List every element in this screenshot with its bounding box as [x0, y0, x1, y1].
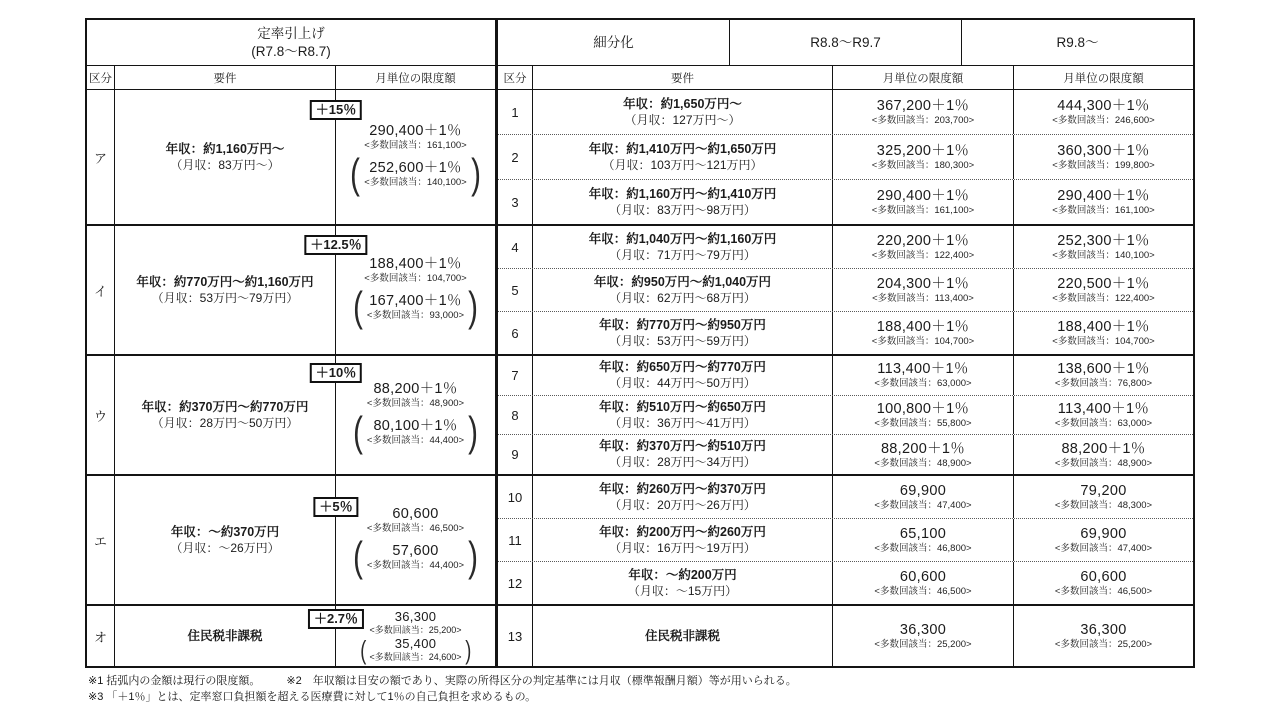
limit-cell-period1: 367,200＋1％ <多数回該当：203,700>: [833, 90, 1014, 134]
limit-tables: [85, 18, 1195, 668]
limit-cell-period2: 60,600 <多数回該当：46,500>: [1054, 569, 1153, 598]
group-row-u: [87, 356, 495, 476]
row-number: 12: [498, 562, 533, 604]
row-number: 11: [498, 519, 533, 561]
limit-cell-period2: 69,900 <多数回該当：47,400>: [1054, 526, 1153, 555]
group-row-a: [87, 90, 495, 226]
table-row: [498, 226, 1193, 269]
increase-rate-badge: ＋15％: [310, 100, 362, 120]
period2-header: R9.8～: [1056, 34, 1099, 50]
requirement-cell: 住民税非課税: [533, 606, 833, 666]
current-limit-bracket: ( 80,100＋1％ <多数回該当：44,400> ): [351, 414, 480, 450]
limit-cell-period2: 138,600＋1％ <多数回該当：76,800>: [1054, 361, 1153, 390]
requirement-cell: 住民税非課税: [115, 606, 336, 666]
footnote-3: ※3 「＋1％」とは、定率窓口負担額を超える医療費に対して1％の自己負担を求めるもの。: [88, 690, 537, 703]
col-header-yoken: 要件: [533, 66, 833, 89]
table-row: [498, 312, 1193, 354]
row-group-10-12: [498, 476, 1193, 606]
table-row: [498, 269, 1193, 312]
requirement-cell: 年収：約1,160万円～ （月収：83万円～）: [115, 90, 336, 224]
limit-cell-period1: 220,200＋1％ <多数回該当：122,400>: [833, 226, 1014, 268]
limit-cell-period2: 113,400＋1％ <多数回該当：63,000>: [1054, 401, 1153, 430]
subdivision-column-headers: [498, 66, 1193, 90]
limit-cell-period2: 79,200 <多数回該当：48,300>: [1054, 483, 1153, 512]
fee-increase-table: [85, 18, 497, 668]
row-group-4-6: [498, 226, 1193, 356]
increase-rate-badge: ＋2.7％: [308, 609, 364, 629]
table-row: [498, 396, 1193, 436]
table-row: [498, 606, 1193, 666]
requirement-cell: 年収：約1,650万円～ （月収：127万円～）: [533, 90, 833, 134]
subdivision-table-body: [498, 90, 1193, 666]
current-limit-bracket: ( 57,600 <多数回該当：44,400> ): [351, 539, 480, 575]
increase-rate-badge: ＋12.5％: [304, 235, 367, 255]
table-row: [498, 180, 1193, 224]
requirement-cell: 年収：約1,410万円～約1,650万円 （月収：103万円～121万円）: [533, 135, 833, 179]
limit-cell-period1: 69,900 <多数回該当：47,400>: [833, 476, 1014, 518]
title-line1: 定率引上げ: [257, 25, 325, 41]
subdivision-table: [495, 18, 1195, 668]
limit-cell-period2: 220,500＋1％ <多数回該当：122,400>: [1052, 276, 1155, 305]
fee-increase-table-header: [87, 20, 495, 66]
limit-cell: ＋2.7％ 36,300 <多数回該当：25,200> ( 35,400 <多数回該当：24,600> ): [336, 606, 495, 666]
footnotes: [88, 674, 1188, 706]
row-number: 1: [498, 90, 533, 134]
subdivision-table-header: [498, 20, 1193, 66]
col-header-gendogaku2: 月単位の限度額: [1063, 72, 1144, 85]
row-number: 4: [498, 226, 533, 268]
group-row-e: [87, 476, 495, 606]
requirement-cell: 年収：～約200万円 （月収：～15万円）: [533, 562, 833, 604]
group-row-o: [87, 606, 495, 666]
table-row: [498, 562, 1193, 604]
limit-cell-period1: 290,400＋1％ <多数回該当：161,100>: [833, 180, 1014, 224]
fee-increase-column-headers: [87, 66, 495, 90]
requirement-cell: 年収：約260万円～約370万円 （月収：20万円～26万円）: [533, 476, 833, 518]
limit-cell-period1: 88,200＋1％ <多数回該当：48,900>: [833, 435, 1014, 474]
col-header-gendogaku1: 月単位の限度額: [833, 66, 1014, 89]
table-row: [498, 356, 1193, 396]
limit-cell-period2: 360,300＋1％ <多数回該当：199,800>: [1052, 143, 1155, 172]
requirement-cell: 年収：約950万円～約1,040万円 （月収：62万円～68万円）: [533, 269, 833, 311]
limit-cell-period1: 204,300＋1％ <多数回該当：113,400>: [833, 269, 1014, 311]
row-number: 5: [498, 269, 533, 311]
limit-cell-period1: 100,800＋1％ <多数回該当：55,800>: [833, 396, 1014, 435]
fee-increase-table-body: [87, 90, 495, 666]
table-row: [498, 135, 1193, 180]
row-number: 8: [498, 396, 533, 435]
requirement-cell: 年収：約200万円～約260万円 （月収：16万円～19万円）: [533, 519, 833, 561]
group-row-i: [87, 226, 495, 356]
limit-cell: ＋10％ 88,200＋1％ <多数回該当：48,900> ( 80,100＋1％ <多数回該当：44,400> ): [336, 356, 495, 474]
requirement-cell: 年収：約1,160万円～約1,410万円 （月収：83万円～98万円）: [533, 180, 833, 224]
requirement-cell: 年収：約770万円～約1,160万円 （月収：53万円～79万円）: [115, 226, 336, 354]
requirement-cell: 年収：約370万円～約510万円 （月収：28万円～34万円）: [533, 435, 833, 474]
footnote-1: ※1 括弧内の金額は現行の限度額。: [88, 675, 261, 687]
requirement-cell: 年収：約370万円～約770万円 （月収：28万円～50万円）: [115, 356, 336, 474]
table-row: [498, 435, 1193, 474]
kubun-label: イ: [87, 226, 115, 354]
kubun-label: ア: [87, 90, 115, 224]
row-number: 6: [498, 312, 533, 354]
limit-cell-period1: 325,200＋1％ <多数回該当：180,300>: [833, 135, 1014, 179]
limit-cell: ＋5％ 60,600 <多数回該当：46,500> ( 57,600 <多数回該当：44,400> ): [336, 476, 495, 604]
limit-cell-period1: 60,600 <多数回該当：46,500>: [833, 562, 1014, 604]
row-group-7-9: [498, 356, 1193, 476]
row-number: 9: [498, 435, 533, 474]
row-number: 7: [498, 356, 533, 395]
requirement-cell: 年収：約510万円～約650万円 （月収：36万円～41万円）: [533, 396, 833, 435]
limit-cell-period2: 36,300 <多数回該当：25,200>: [1054, 622, 1153, 651]
requirement-cell: 年収：約650万円～約770万円 （月収：44万円～50万円）: [533, 356, 833, 395]
row-number: 10: [498, 476, 533, 518]
col-header-gendogaku: 月単位の限度額: [375, 72, 456, 85]
period1-header: R8.8～R9.7: [730, 20, 962, 65]
footnote-2: ※2 年収額は目安の額であり、実際の所得区分の判定基準には月収（標準報酬月額）等が用いられる。: [286, 675, 797, 687]
col-header-yoken: 要件: [115, 66, 336, 89]
limit-cell-period1: 113,400＋1％ <多数回該当：63,000>: [833, 356, 1014, 395]
limit-cell-period1: 65,100 <多数回該当：46,800>: [833, 519, 1014, 561]
limit-cell: ＋15％ 290,400＋1％ <多数回該当：161,100> ( 252,600＋1％ <多数回該当：140,100> ): [336, 90, 495, 224]
requirement-cell: 年収：～約370万円 （月収：～26万円）: [115, 476, 336, 604]
current-limit-bracket: ( 167,400＋1％ <多数回該当：93,000> ): [351, 289, 480, 325]
current-limit-bracket: ( 252,600＋1％ <多数回該当：140,100> ): [348, 156, 482, 192]
increase-rate-badge: ＋10％: [310, 363, 362, 383]
kubun-label: エ: [87, 476, 115, 604]
requirement-cell: 年収：約1,040万円～約1,160万円 （月収：71万円～79万円）: [533, 226, 833, 268]
subdivision-title: 細分化: [498, 20, 730, 65]
limit-cell-period1: 36,300 <多数回該当：25,200>: [833, 606, 1014, 666]
current-limit-bracket: ( 35,400 <多数回該当：24,600> ): [359, 636, 472, 664]
title-line2: (R7.8～R8.7): [251, 43, 331, 59]
limit-cell-period1: 188,400＋1％ <多数回該当：104,700>: [833, 312, 1014, 354]
row-number: 3: [498, 180, 533, 224]
row-group-1-3: [498, 90, 1193, 226]
table-row: [498, 90, 1193, 135]
limit-cell-period2: 252,300＋1％ <多数回該当：140,100>: [1052, 233, 1155, 262]
increase-rate-badge: ＋5％: [313, 497, 358, 517]
row-group-13: [498, 606, 1193, 666]
limit-cell: ＋12.5％ 188,400＋1％ <多数回該当：104,700> ( 167,400＋1％ <多数回該当：93,000> ): [336, 226, 495, 354]
fee-increase-title: [87, 20, 495, 65]
limit-cell-period2: 88,200＋1％ <多数回該当：48,900>: [1054, 440, 1153, 469]
row-number: 13: [498, 606, 533, 666]
limit-cell-period2: 444,300＋1％ <多数回該当：246,600>: [1052, 98, 1155, 127]
col-header-kubun: 区分: [498, 66, 533, 89]
kubun-label: オ: [87, 606, 115, 666]
requirement-cell: 年収：約770万円～約950万円 （月収：53万円～59万円）: [533, 312, 833, 354]
table-row: [498, 476, 1193, 519]
kubun-label: ウ: [87, 356, 115, 474]
table-row: [498, 519, 1193, 562]
limit-cell-period2: 290,400＋1％ <多数回該当：161,100>: [1052, 188, 1155, 217]
limit-cell-period2: 188,400＋1％ <多数回該当：104,700>: [1052, 319, 1155, 348]
col-header-kubun: 区分: [87, 66, 115, 89]
row-number: 2: [498, 135, 533, 179]
